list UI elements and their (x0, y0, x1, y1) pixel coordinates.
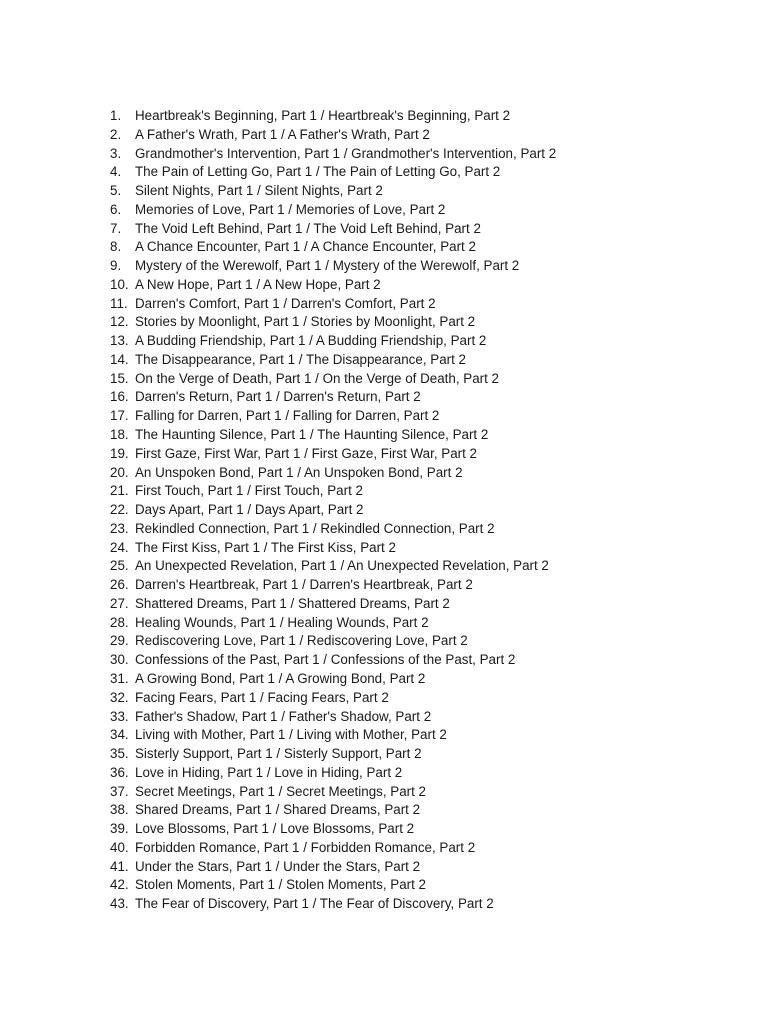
list-item (110, 614, 556, 633)
list-item (110, 313, 556, 332)
chapter-number: 13. (110, 333, 129, 349)
list-item (110, 895, 556, 914)
chapter-number: 24. (110, 539, 129, 555)
list-item (110, 651, 556, 670)
chapter-title: The Haunting Silence, Part 1 / The Haunting Silence, Part 2 (135, 427, 489, 443)
chapter-number: 40. (110, 839, 129, 855)
chapter-number: 7. (110, 220, 122, 236)
list-item (110, 295, 556, 314)
chapter-title: Stories by Moonlight, Part 1 / Stories by Moonlight, Part 2 (135, 314, 476, 330)
chapter-number: 2. (110, 126, 122, 142)
chapter-number: 6. (110, 201, 122, 217)
list-item (110, 332, 556, 351)
list-item (110, 858, 556, 877)
chapter-title: Rediscovering Love, Part 1 / Rediscovering Love, Part 2 (135, 633, 468, 649)
chapter-number: 14. (110, 351, 129, 367)
list-item (110, 126, 556, 145)
list-item (110, 557, 556, 576)
chapter-number: 3. (110, 145, 122, 161)
chapter-number: 30. (110, 652, 129, 668)
list-item (110, 220, 556, 239)
chapter-number: 4. (110, 164, 122, 180)
chapter-number: 29. (110, 633, 129, 649)
chapter-title: A Budding Friendship, Part 1 / A Budding Friendship, Part 2 (135, 333, 487, 349)
list-item (110, 595, 556, 614)
chapter-number: 1. (110, 108, 122, 123)
chapter-title: Falling for Darren, Part 1 / Falling for Darren, Part 2 (135, 408, 440, 424)
chapter-title: On the Verge of Death, Part 1 / On the Verge of Death, Part 2 (135, 370, 499, 386)
chapter-title: A New Hope, Part 1 / A New Hope, Part 2 (135, 276, 381, 292)
list-item (110, 783, 556, 802)
chapter-title: Love Blossoms, Part 1 / Love Blossoms, Part 2 (135, 821, 415, 837)
list-item (110, 689, 556, 708)
chapter-number: 16. (110, 389, 129, 405)
chapter-title: A Growing Bond, Part 1 / A Growing Bond, Part 2 (135, 670, 426, 686)
chapter-title: Under the Stars, Part 1 / Under the Stars, Part 2 (135, 858, 421, 874)
chapter-title: Living with Mother, Part 1 / Living with Mother, Part 2 (135, 727, 447, 743)
list-item (110, 482, 556, 501)
chapter-number: 36. (110, 764, 129, 780)
list-item (110, 257, 556, 276)
chapter-number: 23. (110, 520, 129, 536)
chapter-number: 17. (110, 408, 129, 424)
chapter-title: Shared Dreams, Part 1 / Shared Dreams, Part 2 (135, 802, 421, 818)
chapter-title: Mystery of the Werewolf, Part 1 / Mystery of the Werewolf, Part 2 (135, 258, 520, 274)
list-item (110, 107, 556, 126)
list-item (110, 163, 556, 182)
list-item (110, 726, 556, 745)
chapter-number: 33. (110, 708, 129, 724)
chapter-number: 42. (110, 877, 129, 893)
list-item (110, 632, 556, 651)
chapter-number: 38. (110, 802, 129, 818)
chapter-number: 12. (110, 314, 129, 330)
chapter-title: Darren's Comfort, Part 1 / Darren's Comfort, Part 2 (135, 295, 436, 311)
list-item (110, 801, 556, 820)
chapter-number: 28. (110, 614, 129, 630)
chapter-title: The Fear of Discovery, Part 1 / The Fear of Discovery, Part 2 (135, 896, 494, 912)
chapter-title: Darren's Return, Part 1 / Darren's Return, Part 2 (135, 389, 421, 405)
chapter-title: Facing Fears, Part 1 / Facing Fears, Part 2 (135, 689, 389, 705)
list-item (110, 407, 556, 426)
chapter-number: 18. (110, 427, 129, 443)
chapter-number: 20. (110, 464, 129, 480)
chapter-number: 43. (110, 896, 129, 912)
list-item (110, 445, 556, 464)
chapter-number: 41. (110, 858, 129, 874)
chapter-title: Sisterly Support, Part 1 / Sisterly Support, Part 2 (135, 746, 422, 762)
chapter-title: Confessions of the Past, Part 1 / Confessions of the Past, Part 2 (135, 652, 516, 668)
chapter-number: 21. (110, 483, 129, 499)
chapter-number: 10. (110, 276, 129, 292)
list-item (110, 370, 556, 389)
chapter-title: Silent Nights, Part 1 / Silent Nights, Part 2 (135, 183, 383, 199)
list-item (110, 745, 556, 764)
list-item (110, 351, 556, 370)
chapter-title: An Unspoken Bond, Part 1 / An Unspoken Bond, Part 2 (135, 464, 463, 480)
chapter-title: Darren's Heartbreak, Part 1 / Darren's Heartbreak, Part 2 (135, 577, 473, 593)
chapter-title: Healing Wounds, Part 1 / Healing Wounds, Part 2 (135, 614, 429, 630)
chapter-title: Shattered Dreams, Part 1 / Shattered Dreams, Part 2 (135, 595, 450, 611)
chapter-number: 11. (110, 295, 128, 311)
chapter-number: 26. (110, 577, 129, 593)
chapter-list (110, 107, 556, 914)
chapter-title: Father's Shadow, Part 1 / Father's Shadow, Part 2 (135, 708, 432, 724)
chapter-number: 27. (110, 595, 129, 611)
chapter-title: The Void Left Behind, Part 1 / The Void Left Behind, Part 2 (135, 220, 481, 236)
list-item (110, 539, 556, 558)
chapter-title: Days Apart, Part 1 / Days Apart, Part 2 (135, 502, 364, 518)
chapter-title: Heartbreak's Beginning, Part 1 / Heartbreak's Beginning, Part 2 (135, 108, 511, 123)
chapter-title: Stolen Moments, Part 1 / Stolen Moments, Part 2 (135, 877, 427, 893)
chapter-title: The Disappearance, Part 1 / The Disappearance, Part 2 (135, 351, 466, 367)
chapter-number: 35. (110, 746, 129, 762)
chapter-title: A Chance Encounter, Part 1 / A Chance Encounter, Part 2 (135, 239, 476, 255)
chapter-number: 19. (110, 445, 129, 461)
chapter-title: The First Kiss, Part 1 / The First Kiss, Part 2 (135, 539, 396, 555)
chapter-number: 31. (110, 670, 129, 686)
chapter-number: 5. (110, 183, 122, 199)
chapter-title: Forbidden Romance, Part 1 / Forbidden Romance, Part 2 (135, 839, 476, 855)
chapter-number: 22. (110, 502, 129, 518)
chapter-title: Love in Hiding, Part 1 / Love in Hiding, Part 2 (135, 764, 403, 780)
chapter-title: First Touch, Part 1 / First Touch, Part 2 (135, 483, 363, 499)
list-item (110, 182, 556, 201)
list-item (110, 464, 556, 483)
list-item (110, 576, 556, 595)
list-item (110, 501, 556, 520)
chapter-title: Grandmother's Intervention, Part 1 / Grandmother's Intervention, Part 2 (135, 145, 557, 161)
list-item (110, 201, 556, 220)
chapter-number: 25. (110, 558, 129, 574)
chapter-number: 15. (110, 370, 129, 386)
chapter-title: Memories of Love, Part 1 / Memories of Love, Part 2 (135, 201, 446, 217)
list-item (110, 276, 556, 295)
chapter-title: Rekindled Connection, Part 1 / Rekindled Connection, Part 2 (135, 520, 495, 536)
list-item (110, 520, 556, 539)
list-item (110, 426, 556, 445)
chapter-title: An Unexpected Revelation, Part 1 / An Unexpected Revelation, Part 2 (135, 558, 549, 574)
list-item (110, 764, 556, 783)
chapter-title: First Gaze, First War, Part 1 / First Gaze, First War, Part 2 (135, 445, 478, 461)
chapter-number: 9. (110, 258, 122, 274)
list-item (110, 670, 556, 689)
list-item (110, 238, 556, 257)
list-item (110, 708, 556, 727)
list-item (110, 820, 556, 839)
chapter-number: 39. (110, 821, 129, 837)
list-item (110, 388, 556, 407)
chapter-title: Secret Meetings, Part 1 / Secret Meetings, Part 2 (135, 783, 427, 799)
list-item (110, 876, 556, 895)
chapter-number: 32. (110, 689, 129, 705)
chapter-number: 34. (110, 727, 129, 743)
chapter-title: The Pain of Letting Go, Part 1 / The Pain of Letting Go, Part 2 (135, 164, 501, 180)
list-item (110, 839, 556, 858)
chapter-number: 8. (110, 239, 122, 255)
list-item (110, 145, 556, 164)
chapter-title: A Father's Wrath, Part 1 / A Father's Wrath, Part 2 (135, 126, 430, 142)
chapter-number: 37. (110, 783, 129, 799)
